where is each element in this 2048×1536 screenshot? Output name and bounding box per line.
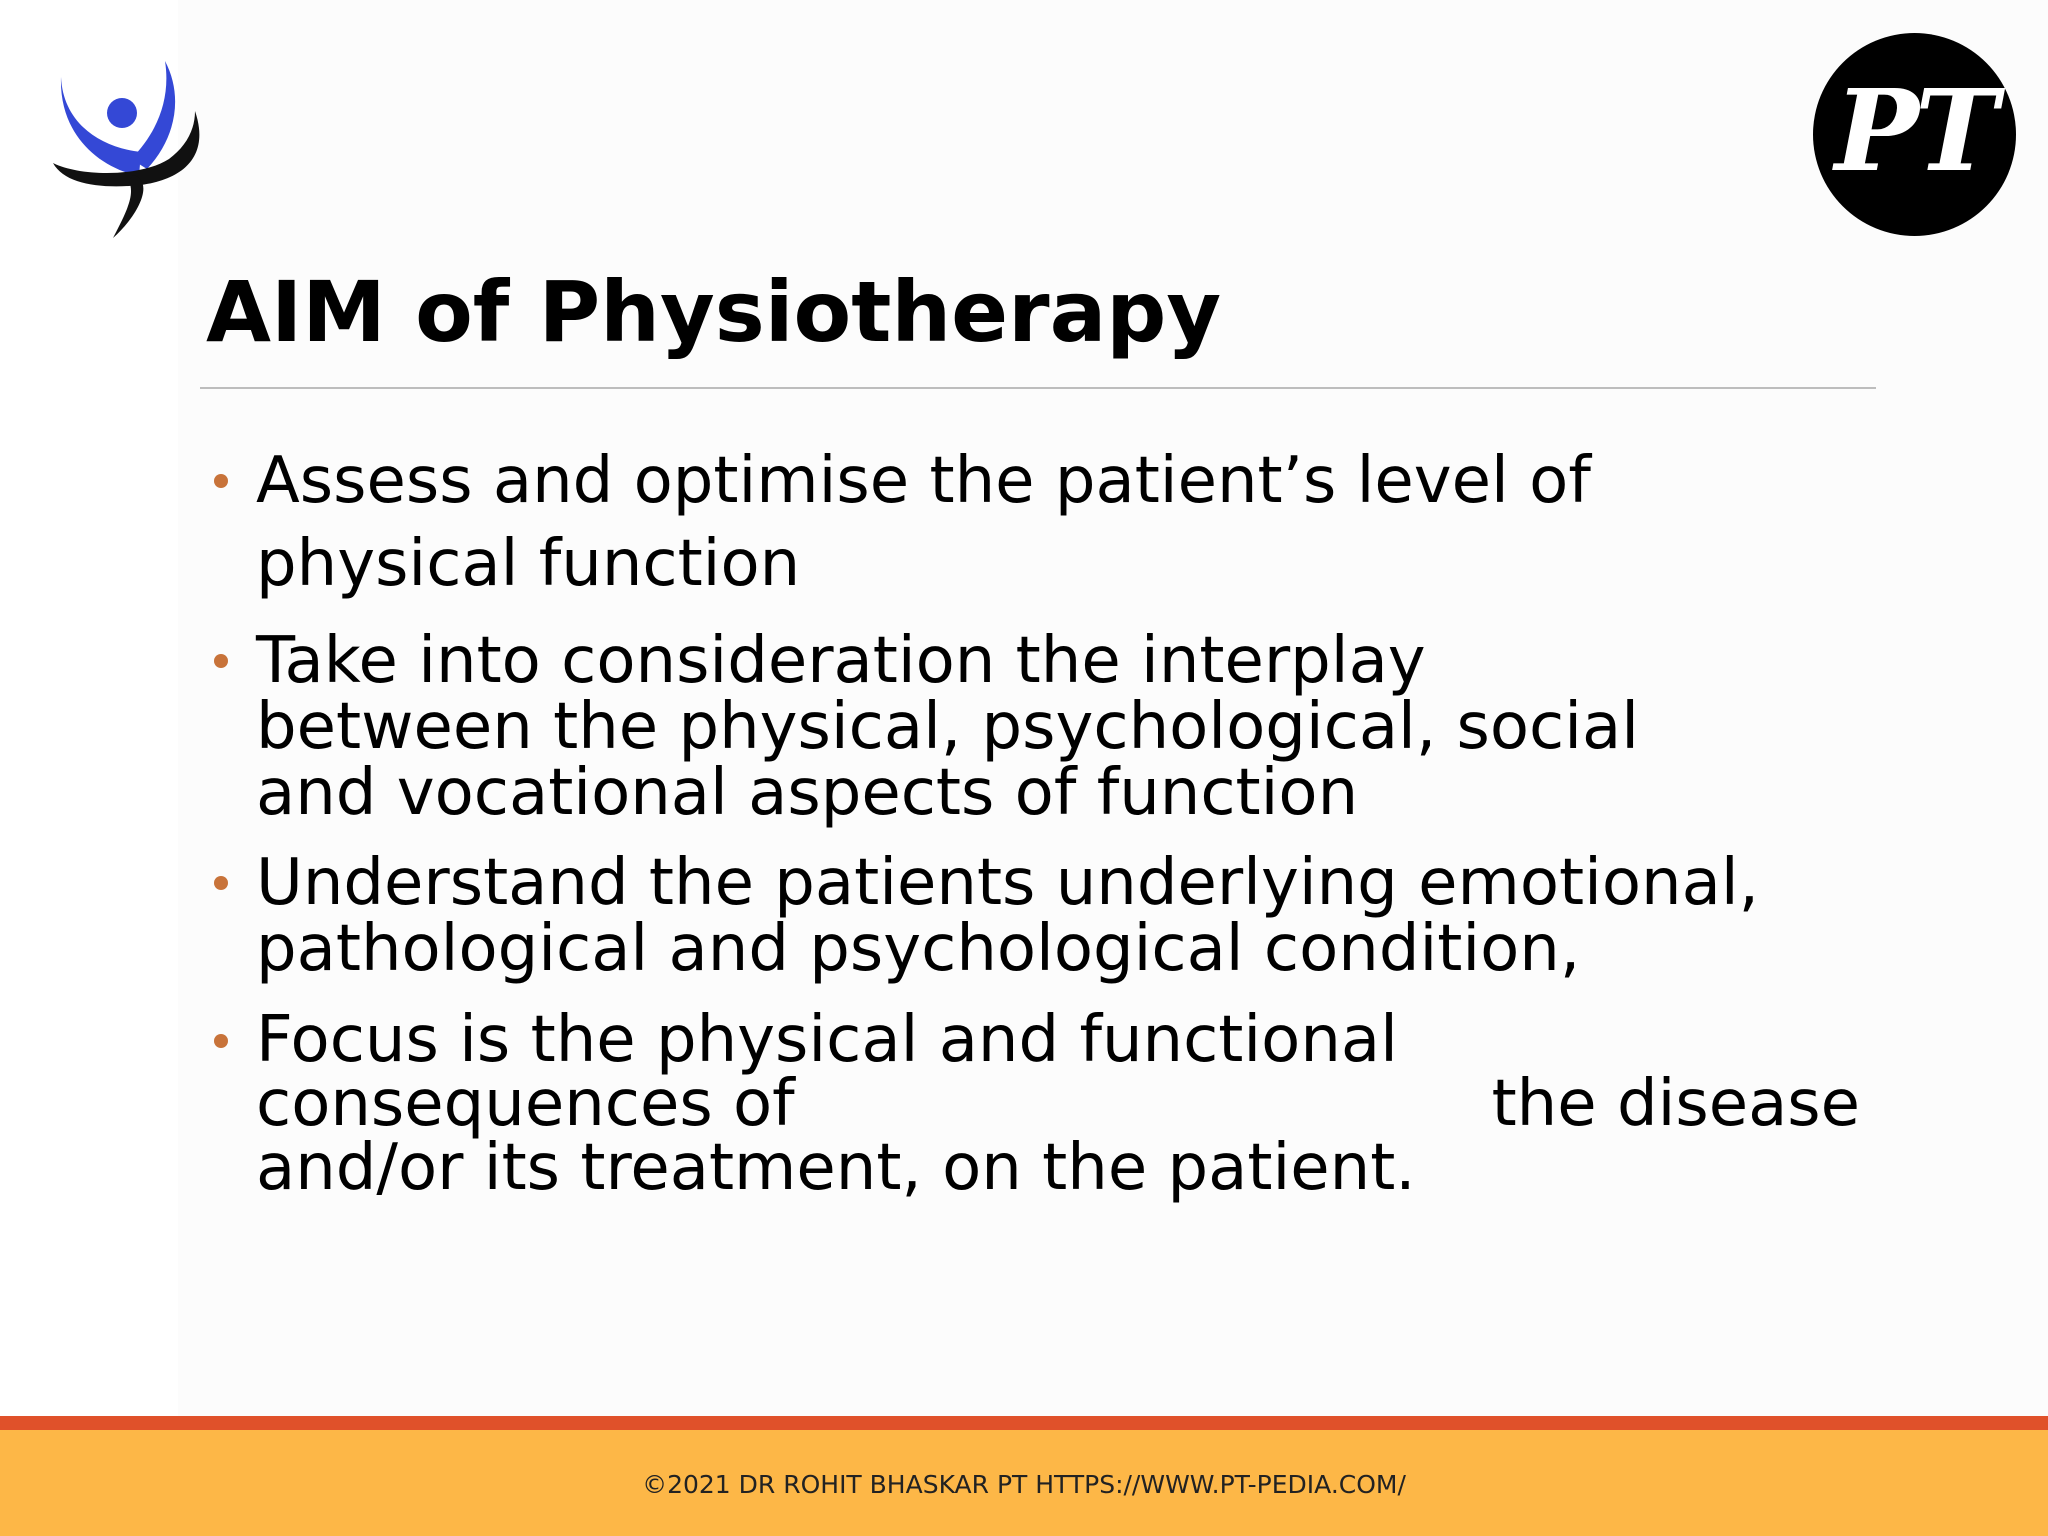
bullet-line: between the physical, psychological, social [256, 690, 1639, 764]
footer-copyright: ©2021 DR ROHIT BHASKAR PT HTTPS://WWW.PT-PEDIA.COM/ [642, 1470, 1406, 1499]
bullet-line: Assess and optimise the patient’s level of [256, 444, 1591, 518]
bullet-line: Understand the patients underlying emotional, [256, 846, 1759, 920]
title-divider [200, 387, 1876, 389]
bullet-item [206, 440, 1896, 606]
bullet-line: physical function [256, 527, 801, 601]
bullet-line-segment: consequences of [256, 1067, 795, 1141]
bullet-line: pathological and psychological condition, [256, 912, 1581, 986]
pt-logo-text: PT [1834, 65, 1995, 197]
bullet-dot [214, 876, 228, 890]
slide-title: AIM of Physiotherapy [206, 263, 1222, 361]
bullet-line: and/or its treatment, on the patient. [256, 1131, 1416, 1205]
person-figure-icon [45, 55, 205, 240]
bullet-item [206, 846, 1896, 986]
bullet-dot [214, 654, 228, 668]
pt-logo [1813, 33, 2016, 236]
bullet-dot [214, 1034, 228, 1048]
footer-accent-stripe [0, 1416, 2048, 1430]
bullet-dot [214, 474, 228, 488]
bullet-line-split [256, 1067, 1896, 1141]
bullet-line: Focus is the physical and functional [256, 1003, 1398, 1077]
bullet-item [206, 1003, 1896, 1205]
bullet-item [206, 624, 1896, 830]
bullet-line: and vocational aspects of function [256, 756, 1359, 830]
bullet-line-segment: the disease [1491, 1067, 1860, 1141]
bullet-line: Take into consideration the interplay [256, 624, 1426, 698]
bullet-list [206, 440, 1896, 1205]
